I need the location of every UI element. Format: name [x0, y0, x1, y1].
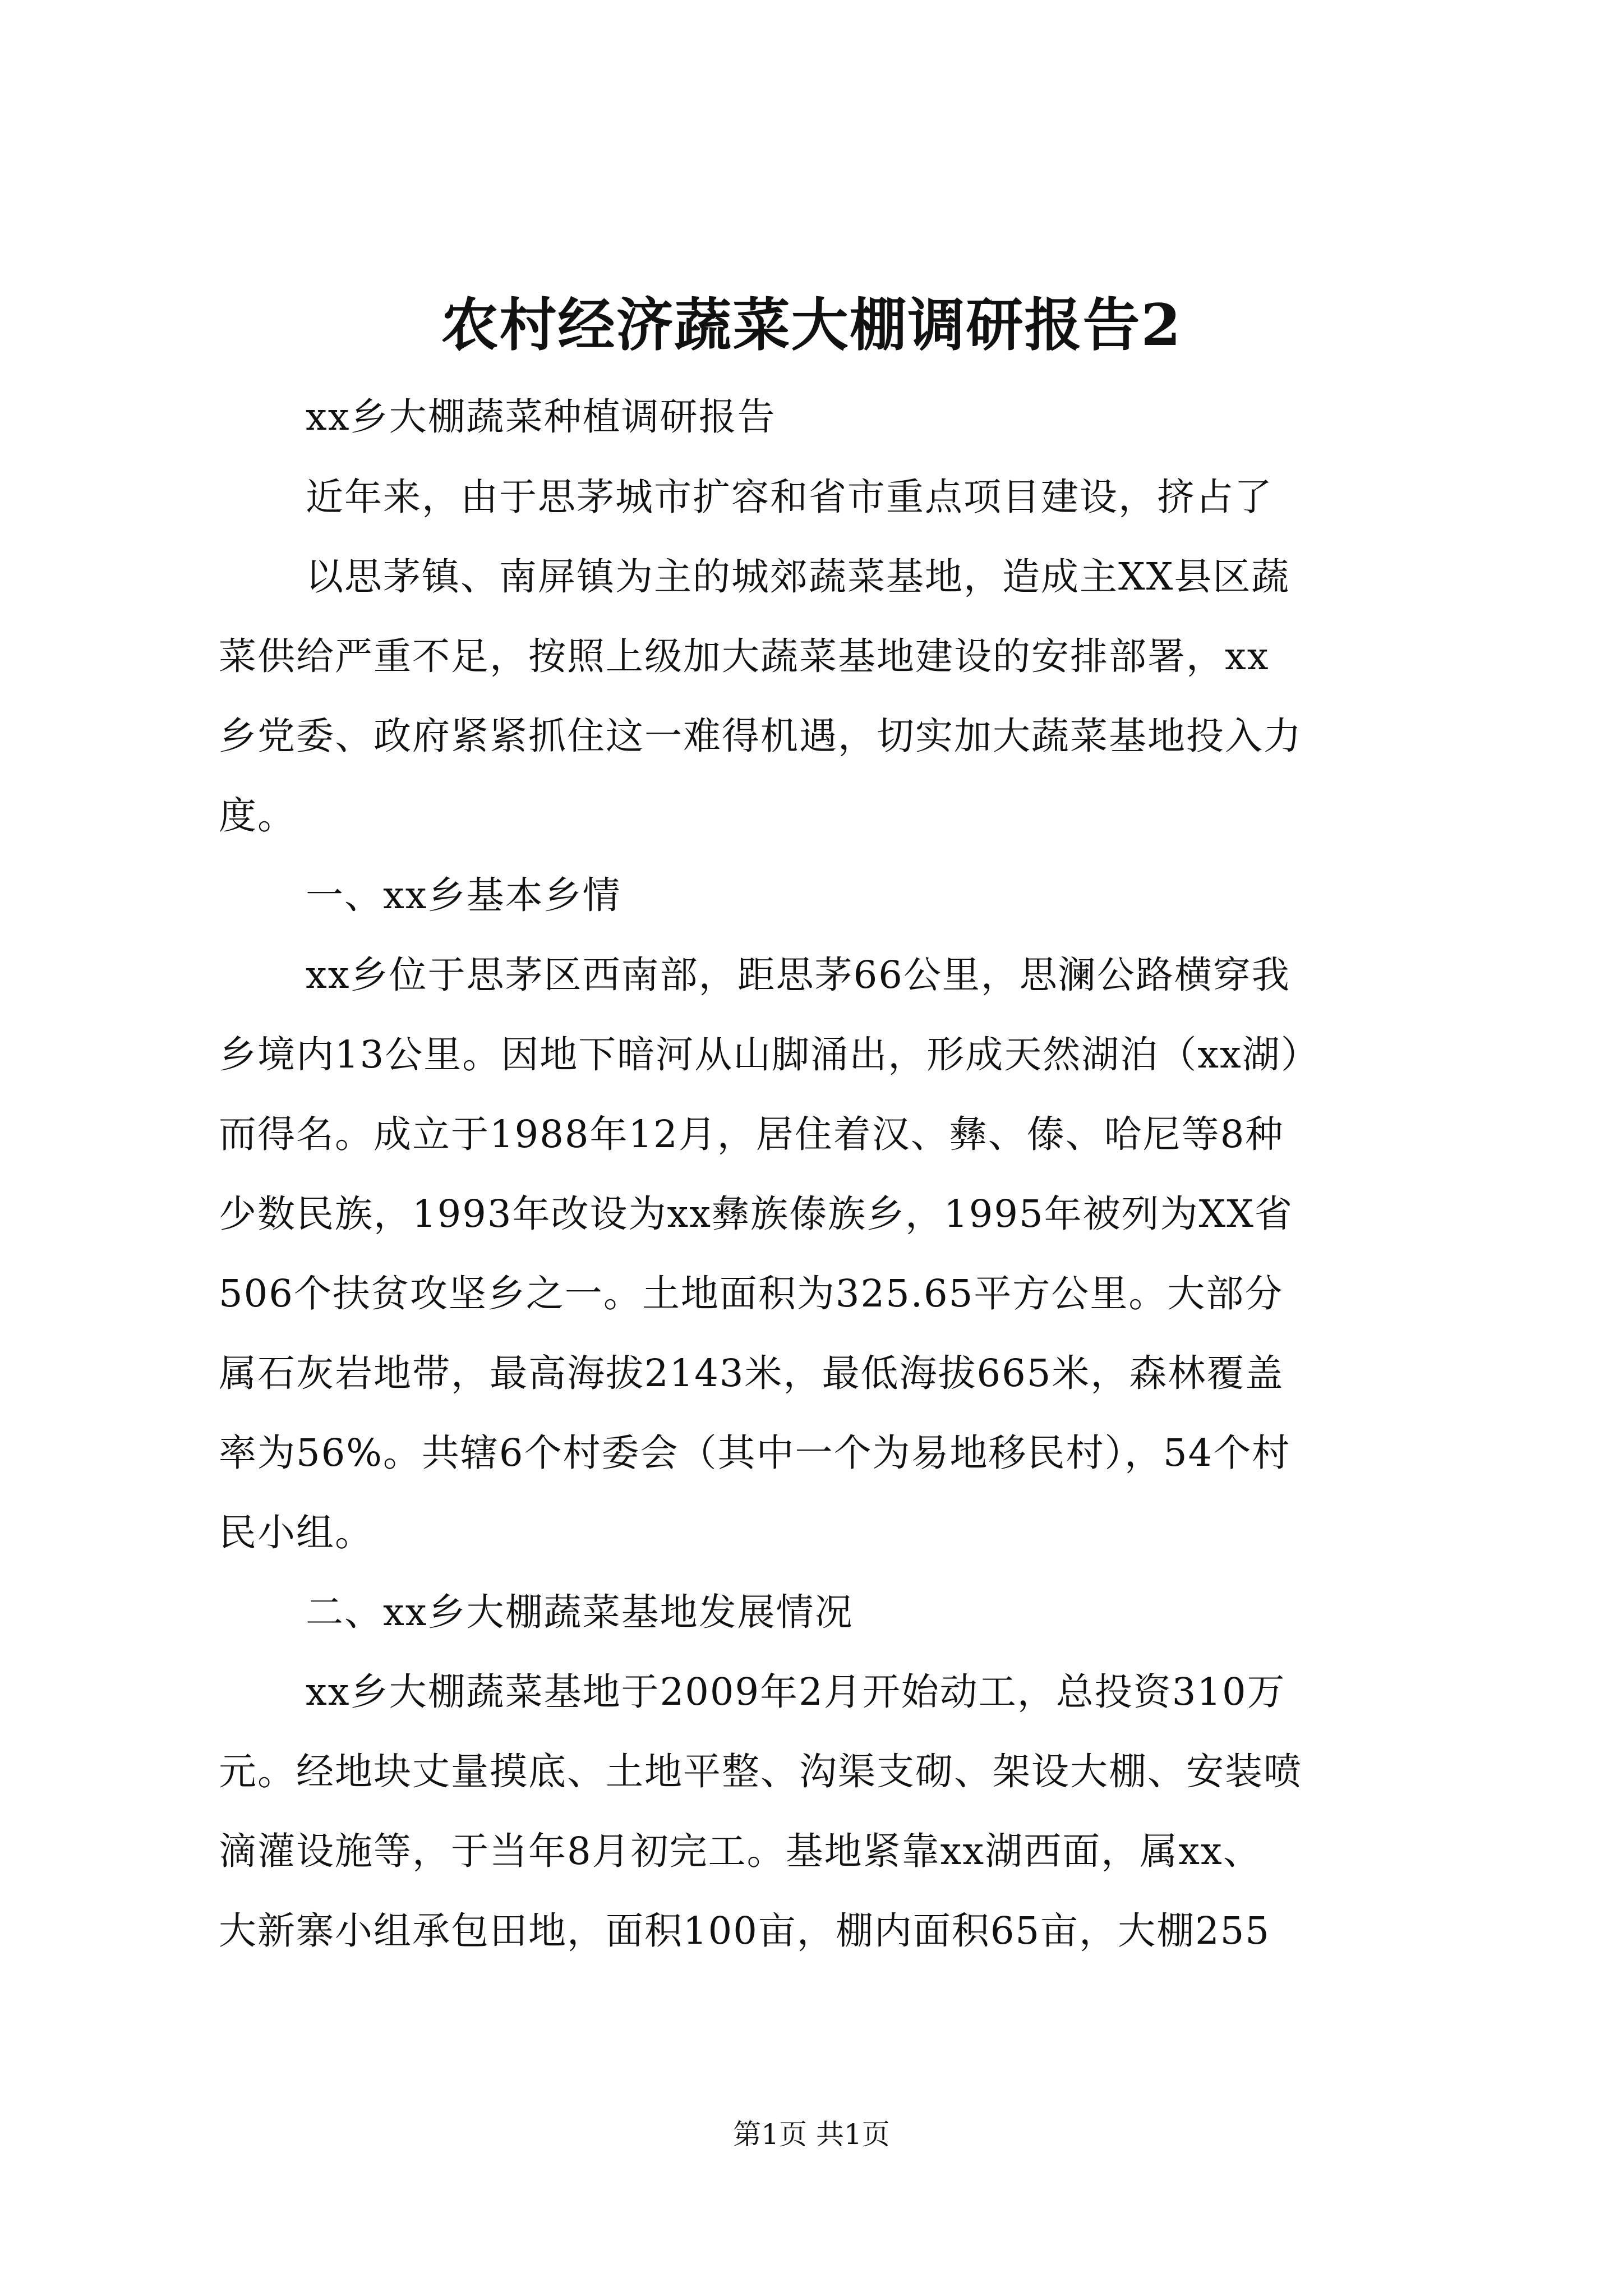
document-title: 农村经济蔬菜大棚调研报告2 — [441, 292, 1182, 359]
page-footer: 第1页 共1页 — [733, 2118, 890, 2151]
section-heading: 二、xx乡大棚蔬菜基地发展情况 — [306, 1590, 854, 1634]
body-line: 以思茅镇、南屏镇为主的城郊蔬菜基地，造成主XX县区蔬 — [306, 555, 1290, 599]
body-line: xx乡位于思茅区西南部，距思茅66公里，思澜公路横穿我 — [306, 953, 1290, 997]
body-line: xx乡大棚蔬菜基地于2009年2月开始动工，总投资310万 — [306, 1670, 1286, 1714]
body-line: 度。 — [219, 794, 296, 838]
subtitle-line: xx乡大棚蔬菜种植调研报告 — [306, 395, 776, 439]
body-line: 菜供给严重不足，按照上级加大蔬菜基地建设的安排部署，xx — [219, 634, 1270, 678]
body-line: 民小组。 — [219, 1511, 374, 1554]
body-line: 乡境内13公里。因地下暗河从山脚涌出，形成天然湖泊（xx湖） — [219, 1033, 1320, 1076]
body-line: 元。经地块丈量摸底、土地平整、沟渠支砌、架设大棚、安装喷 — [219, 1750, 1302, 1793]
body-line: 率为56%。共辖6个村委会（其中一个为易地移民村），54个村 — [219, 1431, 1291, 1475]
body-line: 属石灰岩地带，最高海拔2143米，最低海拔665米，森林覆盖 — [219, 1351, 1284, 1395]
body-line: 滴灌设施等，于当年8月初完工。基地紧靠xx湖西面，属xx、 — [219, 1829, 1262, 1873]
body-line: 近年来，由于思茅城市扩容和省市重点项目建设，挤占了 — [306, 475, 1273, 519]
section-heading: 一、xx乡基本乡情 — [306, 873, 621, 917]
body-line: 大新寨小组承包田地，面积100亩，棚内面积65亩，大棚255 — [219, 1909, 1271, 1953]
body-line: 少数民族，1993年改设为xx彝族傣族乡，1995年被列为XX省 — [219, 1192, 1293, 1236]
body-line: 乡党委、政府紧紧抓住这一难得机遇，切实加大蔬菜基地投入力 — [219, 714, 1302, 758]
body-line: 而得名。成立于1988年12月，居住着汉、彝、傣、哈尼等8种 — [219, 1112, 1284, 1156]
body-line: 506个扶贫攻坚乡之一。土地面积为325.65平方公里。大部分 — [219, 1272, 1284, 1315]
